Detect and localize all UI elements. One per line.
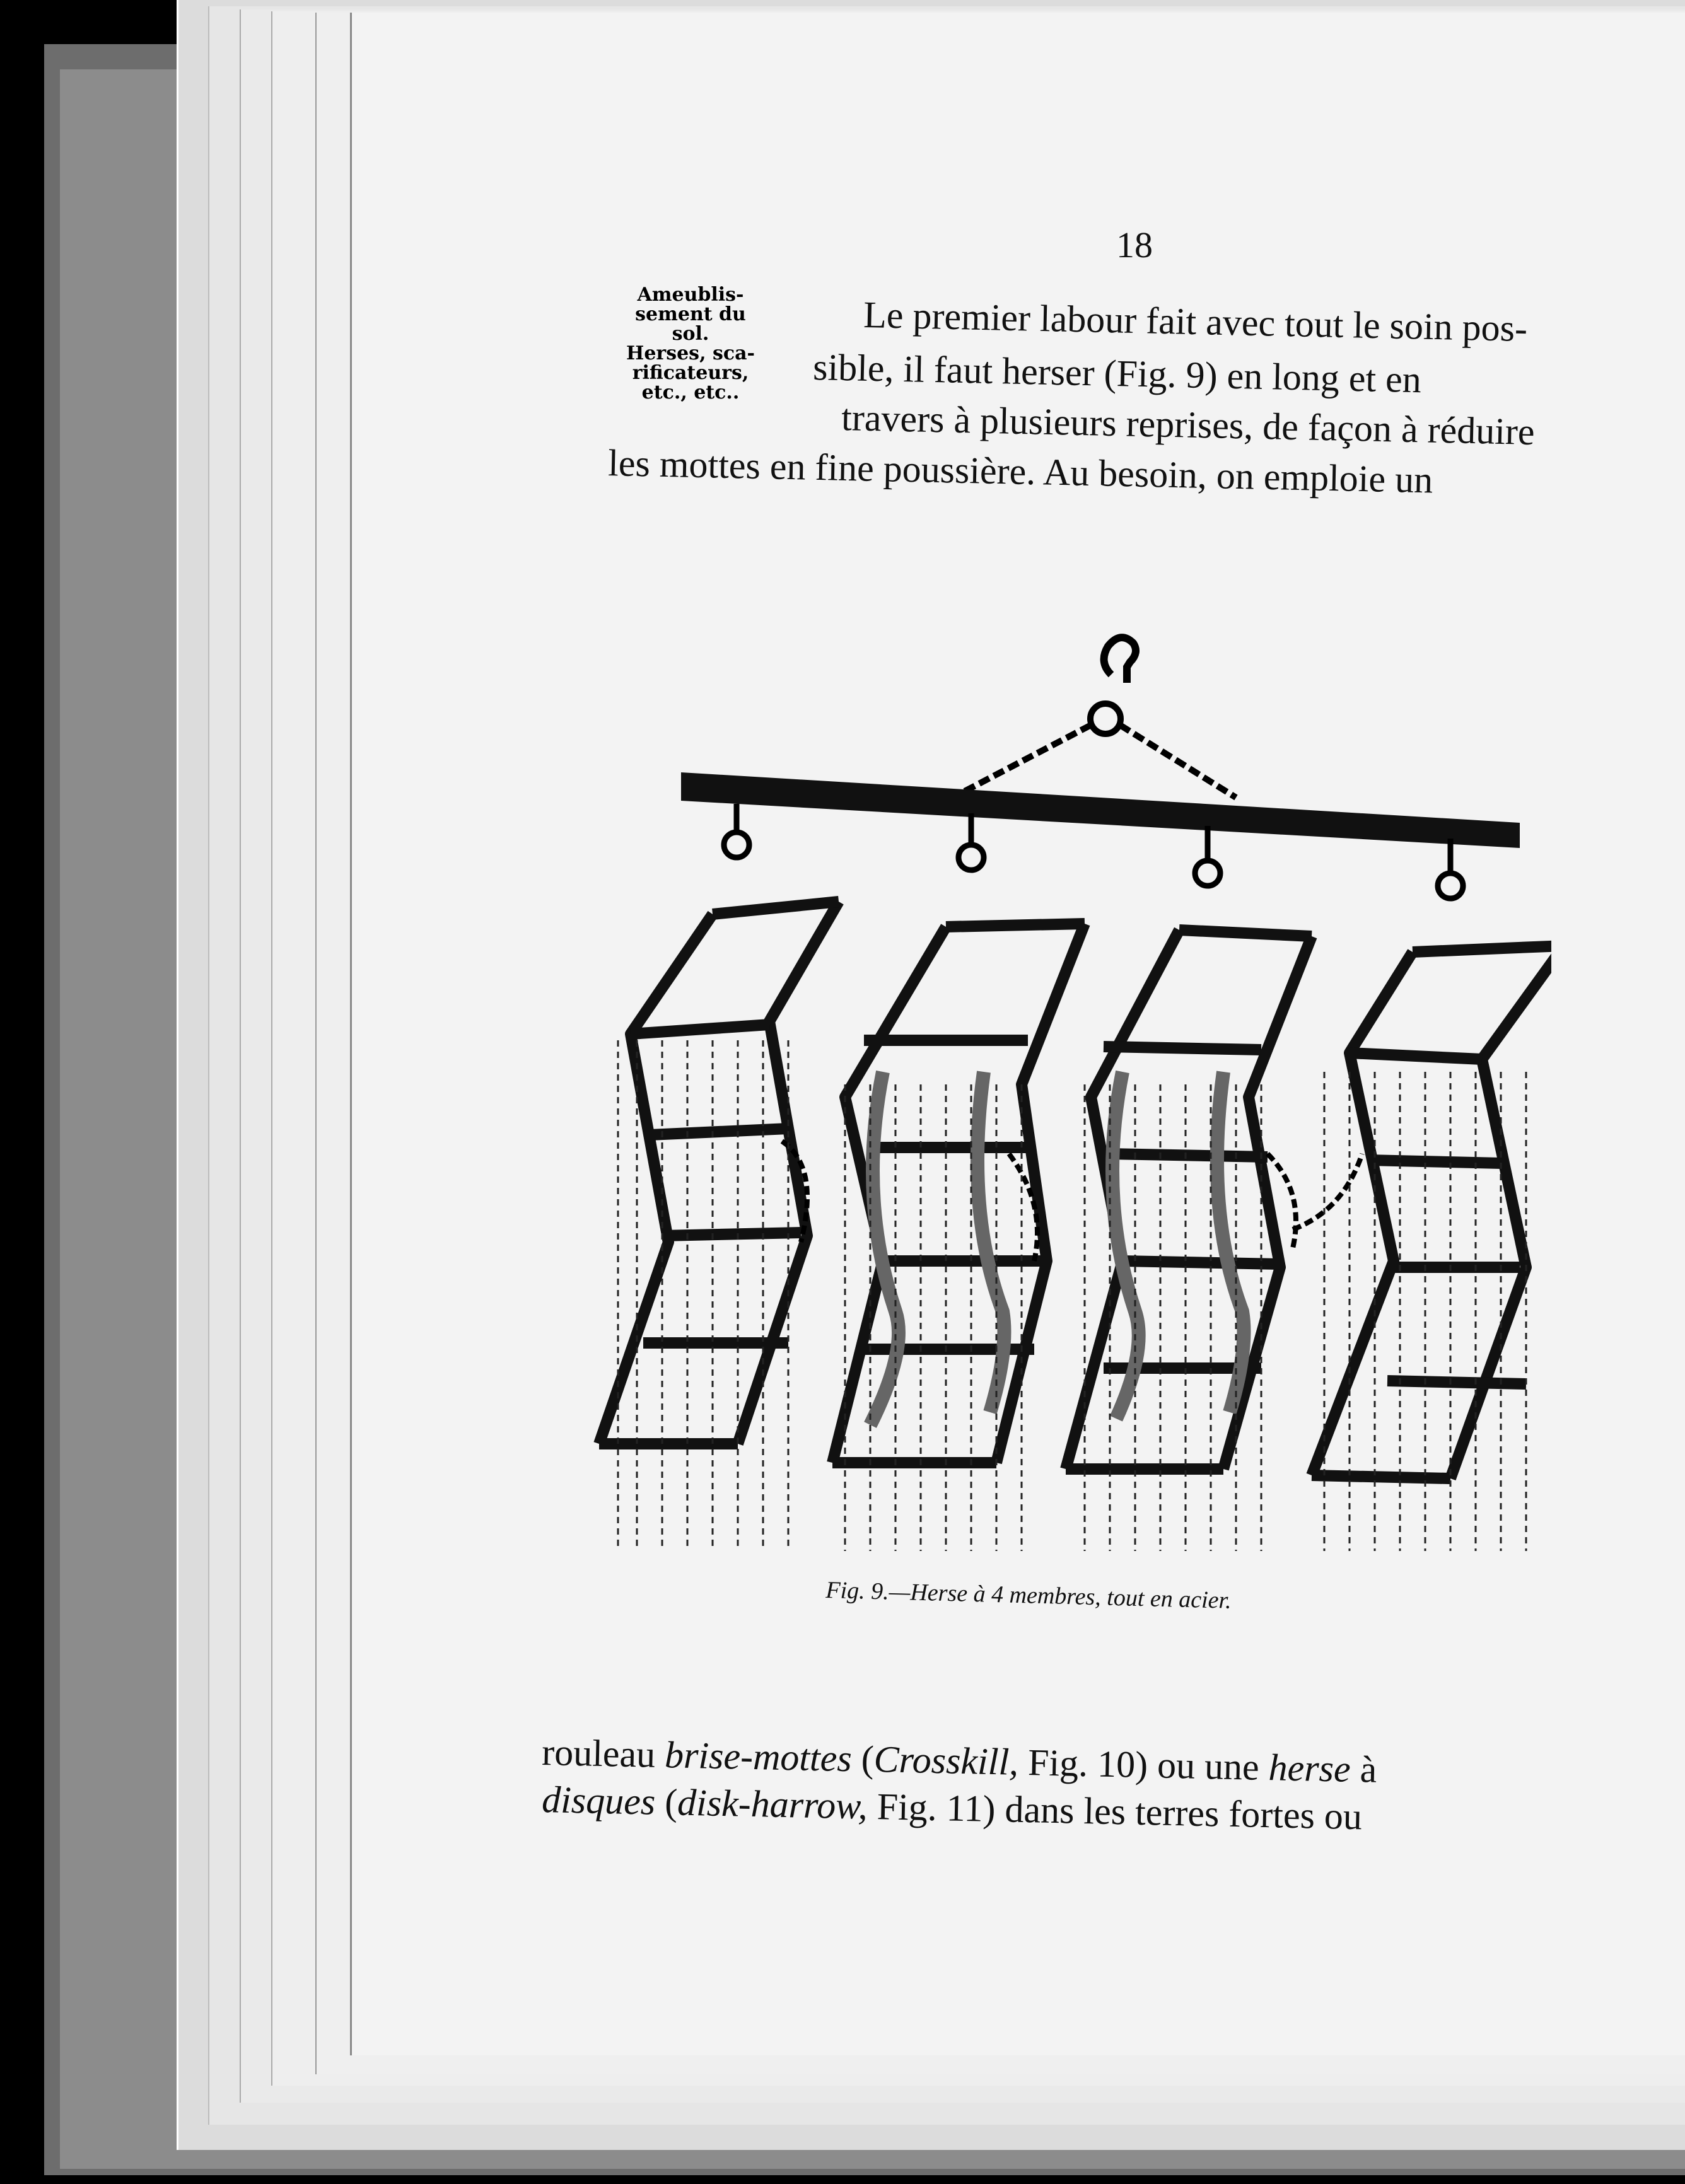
chain-right [1120,725,1236,798]
margin-note-line: etc., etc.. [641,381,740,404]
text-run: ( [655,1780,678,1823]
harrow-section-4 [1312,946,1551,1478]
cross-bar [681,772,1520,848]
text-run: ( [851,1738,875,1780]
figure-caption: Fig. 9.—Herse à 4 membres, tout en acier. [825,1576,1232,1614]
paragraph-line: travers à plusieurs reprises, de façon à réduire [841,396,1536,453]
text-run-italic: Crosskill, [873,1738,1019,1783]
margin-note-line: Ameublis- [637,284,744,306]
margin-note-line: rificateurs, [632,362,749,384]
chain-left [959,725,1091,794]
paragraph-line: Le premier labour fait avec tout le soin pos- [863,293,1528,350]
margin-note [599,285,782,402]
harrow-section-3 [1066,930,1312,1469]
margin-note-line: sement du [635,303,746,325]
text-run: Fig. 10) ou une [1018,1741,1269,1789]
harrow-section-1 [599,902,839,1444]
text-run-italic: brise-mottes [664,1734,853,1780]
text-run: rouleau [541,1731,665,1776]
paragraph-line: sible, il faut herser (Fig. 9) en long et en [812,346,1422,401]
text-run: Fig. 11) dans les terres fortes ou [867,1785,1363,1838]
margin-note-line: sol. [672,323,709,345]
text-run-italic: disques [541,1778,656,1823]
page-number: 18 [1116,224,1153,265]
top-ring [1090,704,1121,734]
text-run-italic: herse [1268,1746,1351,1790]
margin-note-line: Herses, sca- [626,342,755,364]
hook-icon [1104,637,1136,683]
text-run: à [1350,1748,1377,1791]
text-run-italic: disk-harrow, [677,1781,868,1827]
paragraph-line: les mottes en fine poussière. Au besoin, on emploie un [607,441,1433,501]
harrow-illustration [568,630,1551,1614]
